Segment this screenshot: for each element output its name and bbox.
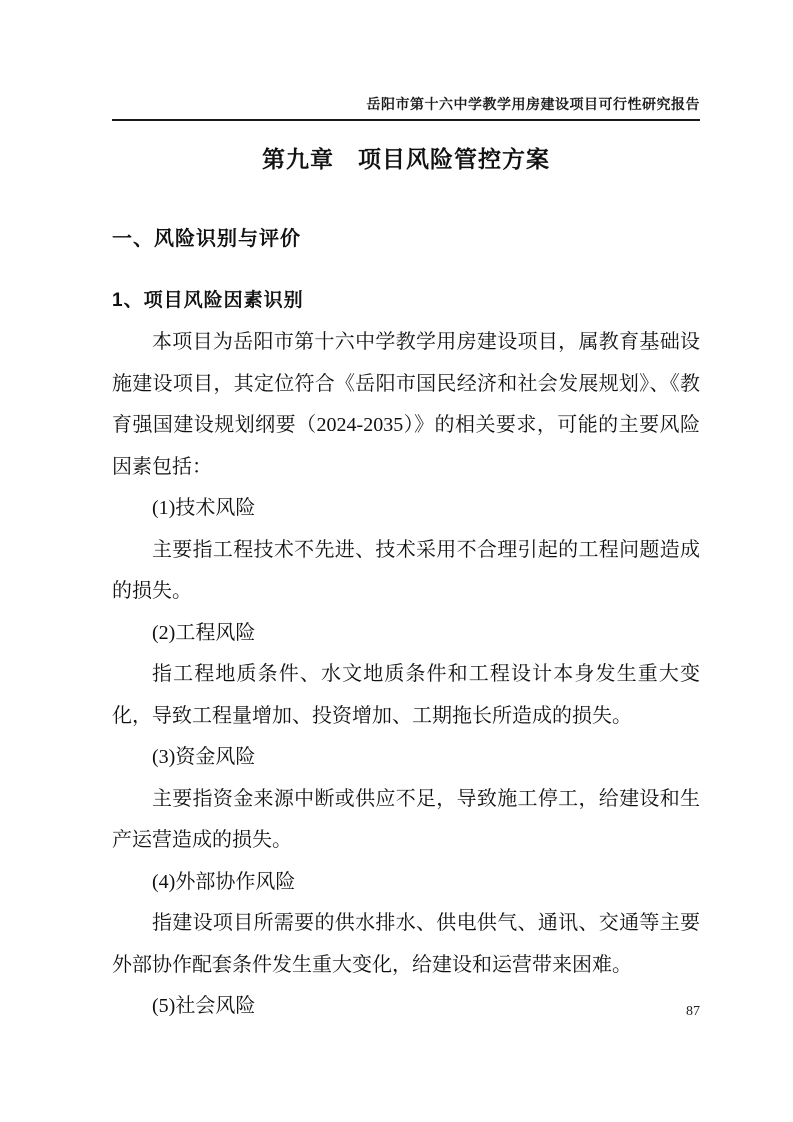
running-header-text: 岳阳市第十六中学教学用房建设项目可行性研究报告 xyxy=(366,98,700,113)
paragraph-intro: 本项目为岳阳市第十六中学教学用房建设项目，属教育基础设施建设项目，其定位符合《岳阳市国民经济和社会发展规划》、《教育强国建设规划纲要（2024-2035）》的相关要求，可能的主要风险因素包括： xyxy=(112,331,700,478)
body-text xyxy=(112,322,700,1028)
page-number: 87 xyxy=(686,1004,700,1019)
chapter-title: 第九章 项目风险管控方案 xyxy=(262,146,550,172)
paragraph-risk-1-title: (1)技术风险 xyxy=(152,497,256,519)
paragraph-risk-1-body: 主要指工程技术不先进、技术采用不合理引起的工程问题造成的损失。 xyxy=(112,538,700,602)
subsection-heading: 1、项目风险因素识别 xyxy=(112,290,304,311)
paragraph-risk-5-title: (5)社会风险 xyxy=(152,995,256,1017)
section-heading: 一、风险识别与评价 xyxy=(112,228,301,250)
paragraph-risk-2-title: (2)工程风险 xyxy=(152,621,256,644)
paragraph-risk-4-body: 指建设项目所需要的供水排水、供电供气、通讯、交通等主要外部协作配套条件发生重大变化，给建设和运营带来困难。 xyxy=(112,912,700,976)
running-header xyxy=(112,94,700,121)
paragraph-risk-4-title: (4)外部协作风险 xyxy=(152,870,296,893)
paragraph-risk-3-body: 主要指资金来源中断或供应不足，导致施工停工，给建设和生产运营造成的损失。 xyxy=(112,787,700,851)
paragraph-risk-2-body: 指工程地质条件、水文地质条件和工程设计本身发生重大变化，导致工程量增加、投资增加、工期拖长所造成的损失。 xyxy=(112,663,700,727)
paragraph-risk-3-title: (3)资金风险 xyxy=(152,746,256,768)
